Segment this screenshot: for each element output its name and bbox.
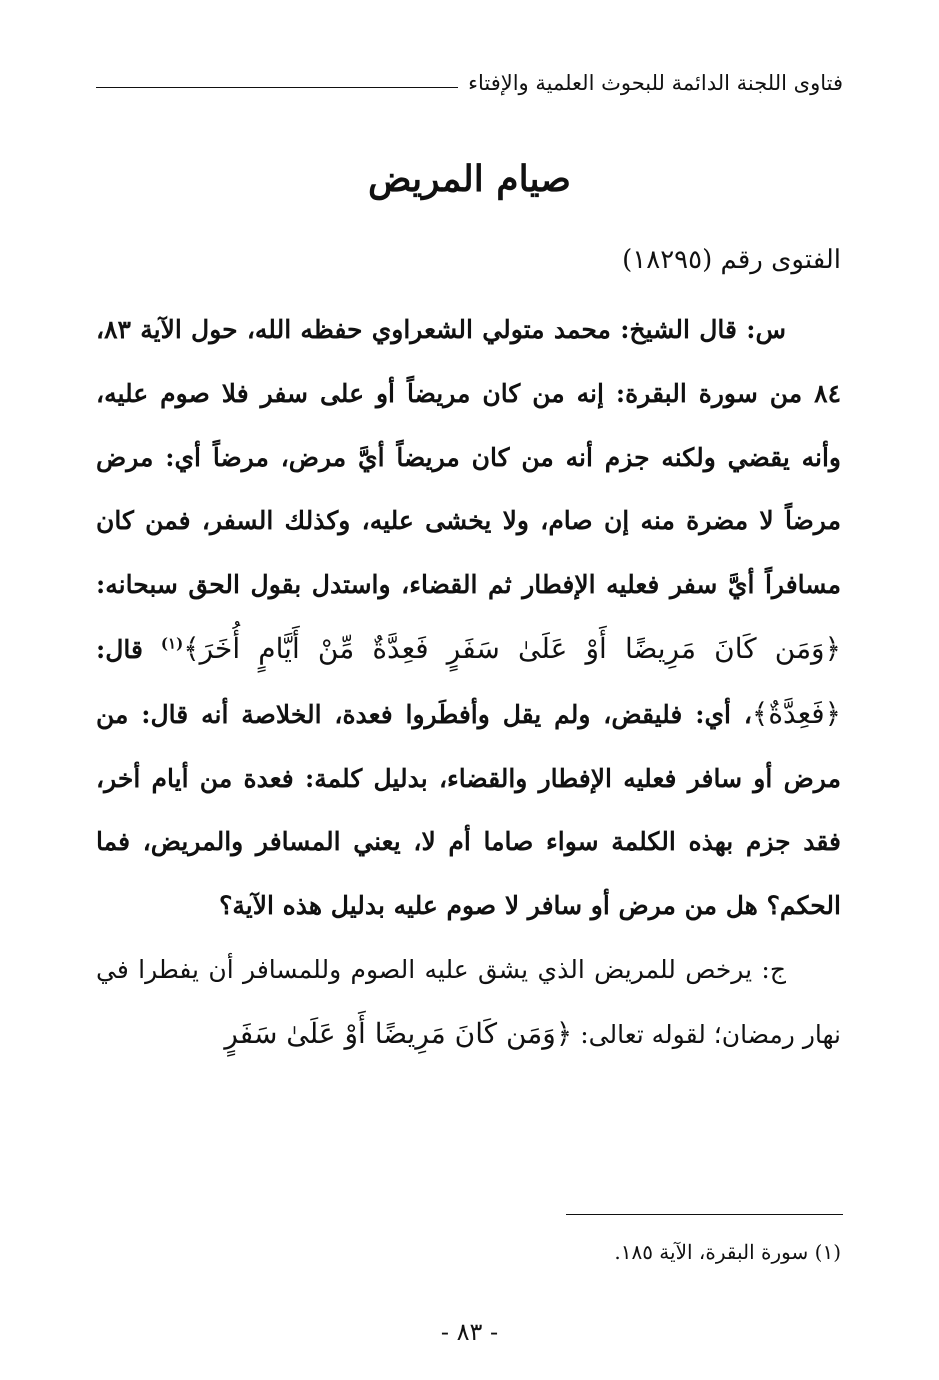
page-number: - ٨٣ - (440, 1318, 499, 1346)
running-header (96, 58, 843, 94)
answer-paragraph (96, 938, 841, 1067)
question-paragraph (96, 298, 841, 938)
question-intro: س: قال الشيخ: محمد متولي الشعراوي حفظه الله، حول الآية ٨٣، ٨٤ من سورة البقرة: إنه من كان مريضاً أو على سفر فلا صوم عليه، وأنه يقضي ولكنه جزم أنه من كان مريضاً أيَّ مرض، مرضاً أي: مرض مرضاً لا مضرة منه إن صام، ولا يخشى عليه، وكذلك السفر، فمن كان مسافراً أيَّ سفر فعليه الإفطار ثم القضاء، واستدل بقول الحق سبحانه: (96, 315, 841, 600)
running-header-title: فتاوى اللجنة الدائمة للبحوث العلمية والإفتاء (468, 71, 843, 95)
footnote: (١) سورة البقرة، الآية ١٨٥. (614, 1240, 841, 1264)
quran-quote-short: ﴿فَعِدَّةٌ﴾ (751, 696, 841, 730)
fatwa-number: الفتوى رقم (١٨٢٩٥) (622, 245, 841, 275)
question-rest: ، أي: فليقض، ولم يقل وأفطَروا فعدة، الخلاصة أنه قال: من مرض أو سافر فعليه الإفطار والقضاء، بدليل كلمة: فعدة من أيام أخر، فقد جزم بهذه الكلمة سواء صاما أم لا، يعني المسافر والمريض، فما الحكم؟ هل من مرض أو سافر لا صوم عليه بدليل هذه الآية؟ (96, 699, 841, 921)
answer-text: ج: يرخص للمريض الذي يشق عليه الصوم وللمسافر أن يفطرا في نهار رمضان؛ لقوله تعالى: (96, 954, 841, 1049)
fatwa-body (96, 298, 841, 1067)
question-middle: قال: (96, 634, 161, 664)
footnote-reference: (١) (160, 634, 184, 653)
chapter-title: صيام المريض (368, 158, 571, 200)
footnote-divider (566, 1214, 843, 1215)
answer-quran-quote: ﴿وَمَن كَانَ مَرِيضًا أَوْ عَلَىٰ سَفَرٍ (224, 1016, 573, 1050)
quran-quote: ﴿وَمَن كَانَ مَرِيضًا أَوْ عَلَىٰ سَفَرٍ فَعِدَّةٌ مِّنْ أَيَّامٍ أُخَرَ﴾ (183, 631, 841, 665)
running-header-rule (96, 87, 458, 88)
